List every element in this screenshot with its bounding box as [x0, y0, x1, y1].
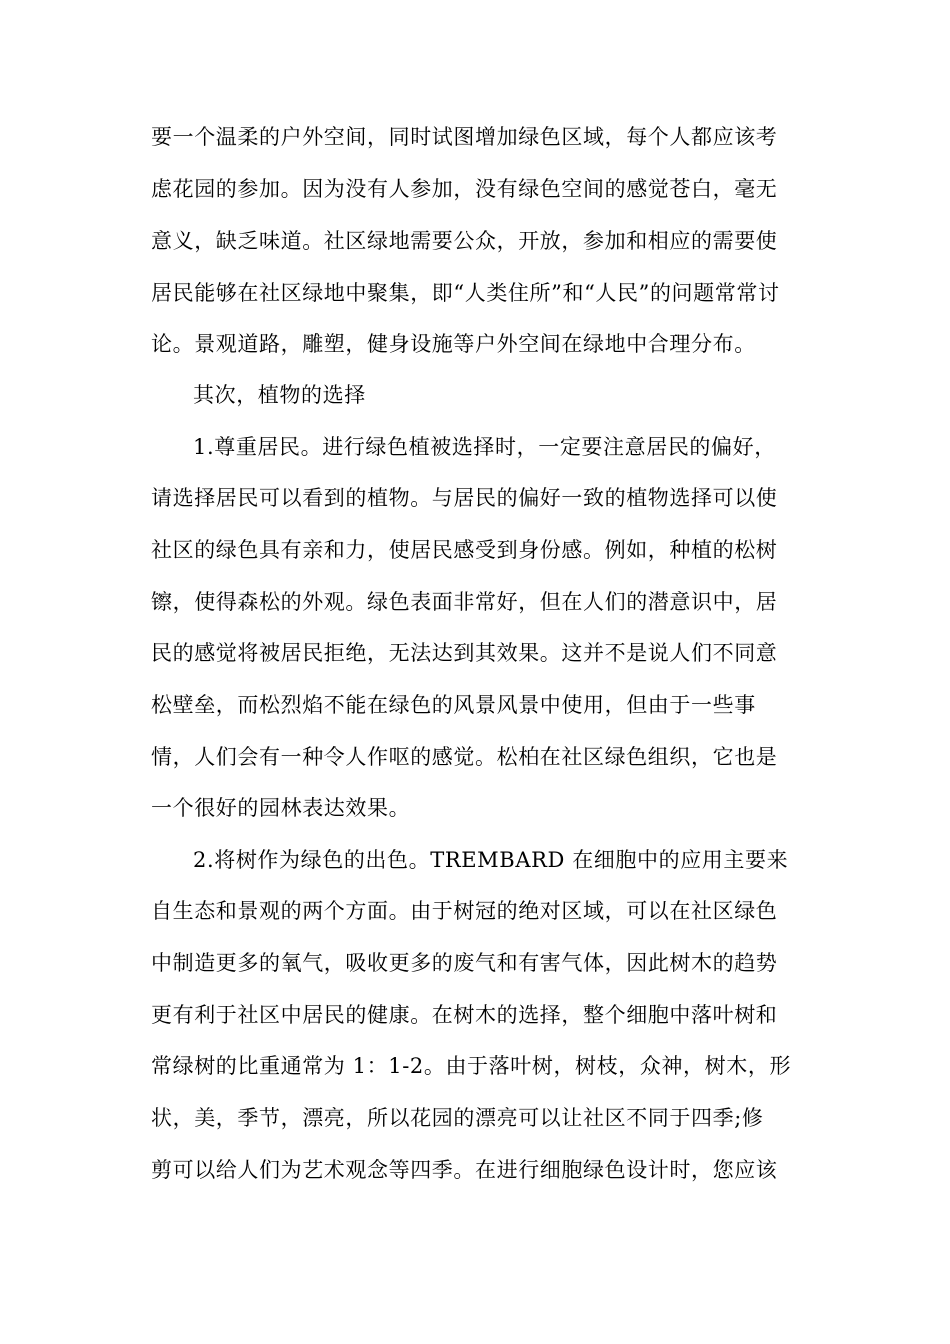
text-line: 更有利于社区中居民的健康。在树木的选择，整个细胞中落叶树和: [151, 1003, 778, 1027]
text-line: 自生态和景观的两个方面。由于树冠的绝对区域，可以在社区绿色: [151, 899, 778, 923]
text-line: 情，人们会有一种令人作呕的感觉。松柏在社区绿色组织，它也是: [151, 745, 778, 769]
text-line: 论。景观道路，雕塑，健身设施等户外空间在绿地中合理分布。: [151, 332, 756, 356]
text-line: 镲，使得森松的外观。绿色表面非常好，但在人们的潜意识中，居: [151, 590, 778, 614]
text-line: 常绿树的比重通常为 1：1-2。由于落叶树，树枝，众神，树木，形: [151, 1054, 792, 1078]
text-line: 一个很好的园林表达效果。: [151, 796, 411, 820]
text-line: 2.将树作为绿色的出色。TREMBARD 在细胞中的应用主要来: [193, 848, 789, 872]
text-line: 1.尊重居民。进行绿色植被选择时，一定要注意居民的偏好，: [193, 435, 776, 459]
text-line: 请选择居民可以看到的植物。与居民的偏好一致的植物选择可以使: [151, 486, 778, 510]
text-line: 要一个温柔的户外空间，同时试图增加绿色区域，每个人都应该考: [151, 125, 778, 149]
text-line: 虑花园的参加。因为没有人参加，没有绿色空间的感觉苍白，毫无: [151, 177, 778, 201]
text-line: 居民能够在社区绿地中聚集，即“人类住所”和“人民”的问题常常讨: [151, 281, 780, 305]
text-line: 民的感觉将被居民拒绝，无法达到其效果。这并不是说人们不同意: [151, 641, 778, 665]
text-line: 中制造更多的氧气，吸收更多的废气和有害气体，因此树木的趋势: [151, 951, 778, 975]
text-line: 意义，缺乏味道。社区绿地需要公众，开放，参加和相应的需要使: [151, 229, 778, 253]
text-line: 社区的绿色具有亲和力，使居民感受到身份感。例如，种植的松树: [151, 538, 778, 562]
text-line: 状，美，季节，漂亮，所以花园的漂亮可以让社区不同于四季;修: [151, 1106, 764, 1130]
text-line: 松壁垒，而松烈焰不能在绿色的风景风景中使用，但由于一些事: [151, 693, 756, 717]
text-line: 剪可以给人们为艺术观念等四季。在进行细胞绿色设计时，您应该: [151, 1158, 778, 1182]
section-heading: 其次，植物的选择: [193, 383, 366, 407]
